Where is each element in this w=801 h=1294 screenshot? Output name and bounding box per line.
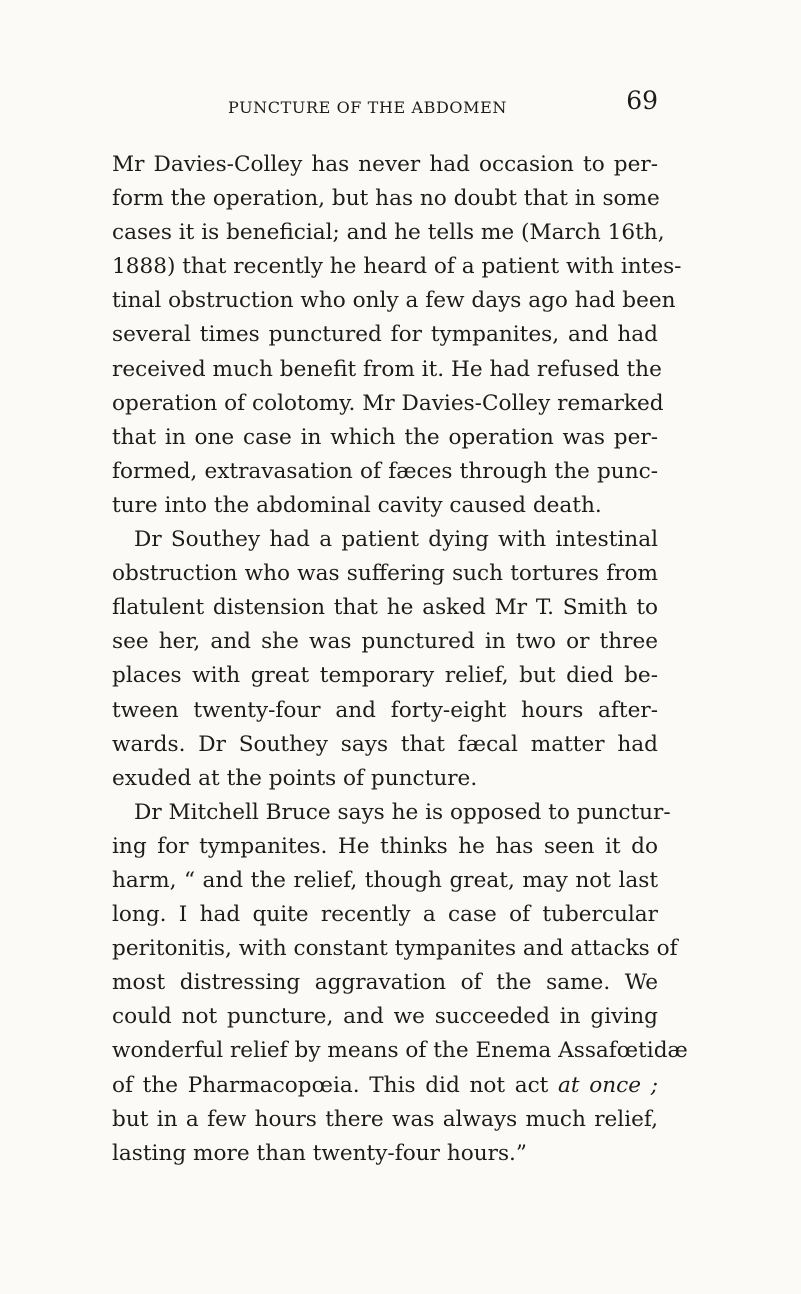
text-line: operation of colotomy. Mr Davies-Colley remarked [112, 390, 664, 416]
text-line: formed, extravasation of fæces through the punc- [112, 458, 658, 484]
text-line: wards. Dr Southey says that fæcal matter had [112, 731, 658, 757]
text-line: form the operation, but has no doubt that in some [112, 186, 660, 212]
text-line: ing for tympanites. He thinks he has seen it do [112, 833, 658, 859]
text-line: places with great temporary relief, but died be- [112, 663, 658, 689]
running-head [112, 78, 658, 118]
text-line: but in a few hours there was always much relief, [112, 1106, 658, 1132]
text-line: long. I had quite recently a case of tubercular [112, 902, 658, 928]
text-line: exuded at the points of puncture. [112, 765, 478, 791]
text-line: lasting more than twenty-four hours.” [112, 1140, 527, 1166]
text-line-with-italic [112, 1069, 658, 1103]
text-line: 1888) that recently he heard of a patient with intes- [112, 254, 682, 280]
text-line: most distressing aggravation of the same. We [112, 970, 658, 996]
italic-phrase: at once ; [558, 1072, 658, 1098]
text-line: could not puncture, and we succeeded in giving [112, 1004, 658, 1030]
text-line: several times punctured for tympanites, and had [112, 322, 658, 348]
text-line: received much benefit from it. He had refused the [112, 356, 662, 382]
text-line: see her, and she was punctured in two or three [112, 629, 658, 655]
text-line: wonderful relief by means of the Enema Assafœtidæ [112, 1038, 688, 1064]
text-line: tinal obstruction who only a few days ago had been [112, 288, 676, 314]
text-line: ture into the abdominal cavity caused death. [112, 492, 602, 518]
paragraph-start-line: Dr Southey had a patient dying with intestinal [134, 527, 658, 553]
text-line: tween twenty-four and forty-eight hours after- [112, 697, 658, 723]
text-line: that in one case in which the operation was per- [112, 424, 658, 450]
text-fragment: of the Pharmacopœia. This did not act [112, 1072, 549, 1098]
text-line: cases it is beneficial; and he tells me (March 16th, [112, 220, 665, 246]
text-line: peritonitis, with constant tympanites and attacks of [112, 936, 678, 962]
paragraph-start-line: Dr Mitchell Bruce says he is opposed to punctur- [134, 799, 671, 825]
text-line: obstruction who was suffering such tortures from [112, 561, 658, 587]
text-line: harm, “ and the relief, though great, may not last [112, 867, 658, 893]
text-line: Mr Davies-Colley has never had occasion to per- [112, 152, 658, 177]
body-text [112, 148, 688, 1171]
page-number: 69 [626, 86, 658, 115]
text-line: flatulent distension that he asked Mr T. Smith to [112, 595, 658, 621]
running-title: PUNCTURE OF THE ABDOMEN [228, 98, 507, 117]
